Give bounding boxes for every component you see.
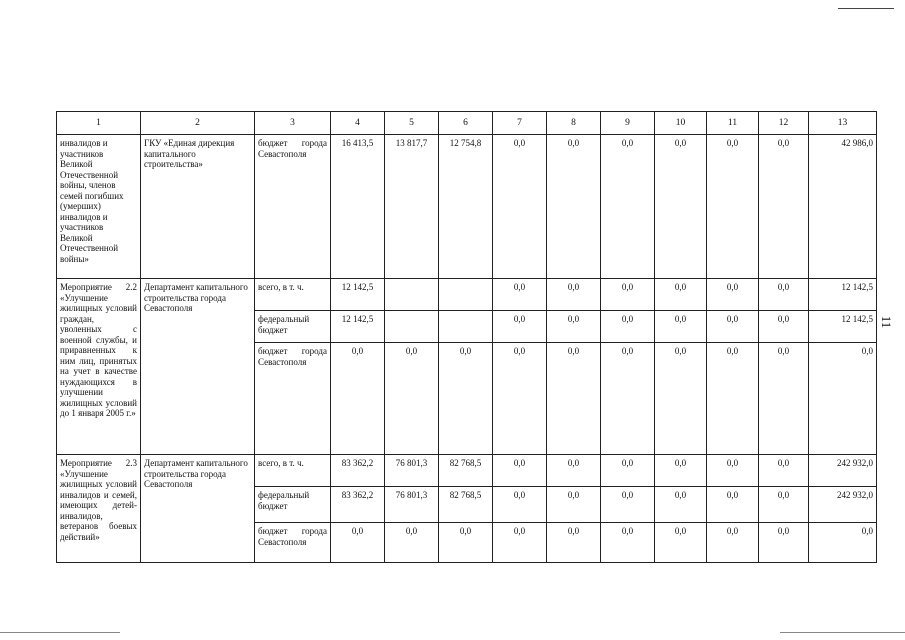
- value-cell: 83 362,2: [331, 487, 385, 523]
- value-cell: 0,0: [759, 523, 809, 563]
- value-cell: 12 142,5: [809, 279, 877, 311]
- header-cell: 12: [759, 112, 809, 135]
- value-cell: 0,0: [331, 343, 385, 455]
- value-cell: 0,0: [655, 487, 707, 523]
- value-cell: 0,0: [809, 523, 877, 563]
- value-cell: 12 142,5: [809, 311, 877, 343]
- value-cell: 0,0: [331, 523, 385, 563]
- header-row: [57, 112, 877, 135]
- header-cell: 1: [57, 112, 141, 135]
- value-cell: 0,0: [707, 343, 759, 455]
- value-cell: 16 413,5: [331, 135, 385, 279]
- value-cell: 0,0: [601, 487, 655, 523]
- funding-source: федеральный бюджет: [255, 487, 331, 523]
- value-cell: 0,0: [547, 343, 601, 455]
- value-cell: 0,0: [707, 311, 759, 343]
- top-rule: [838, 8, 894, 9]
- value-cell: 82 768,5: [439, 455, 493, 487]
- value-cell: 13 817,7: [385, 135, 439, 279]
- funding-source: бюджет города Севастополя: [255, 523, 331, 563]
- header-cell: 13: [809, 112, 877, 135]
- value-cell: 76 801,3: [385, 487, 439, 523]
- event-name: Мероприятие 2.2 «Улучшение жилищных условий граждан, уволенных с военной службы, и приравненных к ним лиц, принятых на учет в качестве нуждающихся в улучшении жилищных условий до 1 января 2005 г.»: [57, 279, 141, 455]
- value-cell: 0,0: [385, 523, 439, 563]
- value-cell: 0,0: [547, 487, 601, 523]
- executor: ГКУ «Единая дирекция капитального строительства»: [141, 135, 255, 279]
- funding-source: федеральный бюджет: [255, 311, 331, 343]
- value-cell: 0,0: [547, 279, 601, 311]
- value-cell: 0,0: [759, 455, 809, 487]
- value-cell: 0,0: [759, 279, 809, 311]
- value-cell: 0,0: [655, 343, 707, 455]
- value-cell: [439, 311, 493, 343]
- value-cell: 0,0: [493, 343, 547, 455]
- value-cell: [385, 279, 439, 311]
- event-name: Мероприятие 2.3 «Улучшение жилищных условий инвалидов и семей, имеющих детей-инвалидов, ветеранов боевых действий»: [57, 455, 141, 563]
- value-cell: 0,0: [493, 311, 547, 343]
- header-cell: 5: [385, 112, 439, 135]
- value-cell: 242 932,0: [809, 455, 877, 487]
- value-cell: 0,0: [385, 343, 439, 455]
- value-cell: 242 932,0: [809, 487, 877, 523]
- value-cell: 0,0: [707, 455, 759, 487]
- value-cell: 0,0: [707, 523, 759, 563]
- value-cell: 0,0: [601, 279, 655, 311]
- value-cell: [439, 279, 493, 311]
- value-cell: 0,0: [547, 455, 601, 487]
- value-cell: 0,0: [655, 523, 707, 563]
- value-cell: 0,0: [655, 279, 707, 311]
- table-row: [57, 455, 877, 487]
- header-cell: 8: [547, 112, 601, 135]
- value-cell: 76 801,3: [385, 455, 439, 487]
- value-cell: 0,0: [759, 487, 809, 523]
- funding-source: бюджет города Севастополя: [255, 135, 331, 279]
- value-cell: 0,0: [655, 455, 707, 487]
- value-cell: 0,0: [759, 343, 809, 455]
- header-cell: 10: [655, 112, 707, 135]
- bottom-rule-left: [0, 632, 120, 633]
- value-cell: 0,0: [493, 523, 547, 563]
- value-cell: 83 362,2: [331, 455, 385, 487]
- value-cell: 0,0: [601, 311, 655, 343]
- table-row: [57, 135, 877, 279]
- value-cell: 0,0: [601, 135, 655, 279]
- value-cell: 0,0: [439, 343, 493, 455]
- header-cell: 6: [439, 112, 493, 135]
- funding-source: всего, в т. ч.: [255, 279, 331, 311]
- header-cell: 4: [331, 112, 385, 135]
- value-cell: 0,0: [707, 135, 759, 279]
- header-cell: 2: [141, 112, 255, 135]
- value-cell: 12 754,8: [439, 135, 493, 279]
- funding-source: бюджет города Севастополя: [255, 343, 331, 455]
- header-cell: 7: [493, 112, 547, 135]
- value-cell: 0,0: [601, 343, 655, 455]
- value-cell: 0,0: [547, 311, 601, 343]
- program-table: [56, 111, 877, 563]
- value-cell: 0,0: [547, 135, 601, 279]
- value-cell: 0,0: [655, 311, 707, 343]
- value-cell: 12 142,5: [331, 311, 385, 343]
- funding-source: всего, в т. ч.: [255, 455, 331, 487]
- value-cell: 0,0: [759, 311, 809, 343]
- page-number: 11: [879, 315, 894, 329]
- value-cell: 0,0: [601, 455, 655, 487]
- value-cell: 0,0: [655, 135, 707, 279]
- header-cell: 11: [707, 112, 759, 135]
- value-cell: 82 768,5: [439, 487, 493, 523]
- value-cell: 0,0: [707, 487, 759, 523]
- value-cell: 0,0: [439, 523, 493, 563]
- value-cell: 0,0: [759, 135, 809, 279]
- value-cell: 42 986,0: [809, 135, 877, 279]
- value-cell: [385, 311, 439, 343]
- header-cell: 3: [255, 112, 331, 135]
- event-name: инвалидов и участников Великой Отечественной войны, членов семей погибших (умерших) инвалидов и участников Великой Отечественной войны»: [57, 135, 141, 279]
- value-cell: 0,0: [547, 523, 601, 563]
- value-cell: 12 142,5: [331, 279, 385, 311]
- value-cell: 0,0: [601, 523, 655, 563]
- bottom-rule-right: [780, 632, 905, 633]
- value-cell: 0,0: [809, 343, 877, 455]
- value-cell: 0,0: [707, 279, 759, 311]
- table-row: [57, 279, 877, 311]
- executor: Департамент капитального строительства города Севастополя: [141, 455, 255, 563]
- value-cell: 0,0: [493, 455, 547, 487]
- value-cell: 0,0: [493, 487, 547, 523]
- header-cell: 9: [601, 112, 655, 135]
- executor: Департамент капитального строительства города Севастополя: [141, 279, 255, 455]
- value-cell: 0,0: [493, 279, 547, 311]
- value-cell: 0,0: [493, 135, 547, 279]
